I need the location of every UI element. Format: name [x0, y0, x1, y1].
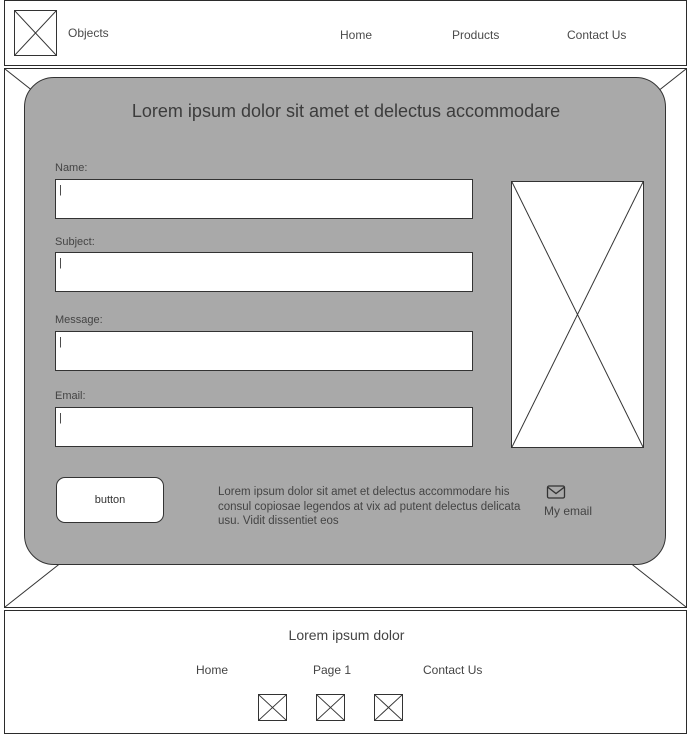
text-caret: |	[59, 336, 62, 348]
my-email-link[interactable]: My email	[544, 504, 593, 518]
contact-description: Lorem ipsum dolor sit amet et delectus accommodare his consul copiosae legendos at vix ad putent delectus delicata usu. Vidit dissentiet eos	[218, 486, 521, 527]
social-placeholder-icon[interactable]	[316, 694, 345, 721]
text-caret: |	[59, 412, 62, 424]
text-caret: |	[59, 184, 62, 196]
name-field[interactable]	[55, 179, 473, 219]
brand-name[interactable]: Objects	[68, 26, 109, 40]
footer	[4, 610, 687, 734]
footer-link-contact-us[interactable]: Contact Us	[423, 663, 483, 677]
social-placeholder-icon[interactable]	[258, 694, 287, 721]
nav-products[interactable]: Products	[452, 28, 500, 42]
header	[4, 0, 687, 66]
footer-link-home[interactable]: Home	[196, 663, 229, 677]
hero-section	[4, 68, 687, 608]
email-label: Email:	[55, 390, 86, 402]
social-placeholder-icon[interactable]	[374, 694, 403, 721]
message-field[interactable]	[55, 331, 473, 371]
contact-card	[24, 77, 666, 565]
nav-home[interactable]: Home	[340, 28, 373, 42]
text-caret: |	[59, 257, 62, 269]
footer-title: Lorem ipsum dolor	[288, 627, 405, 643]
nav-contact-us[interactable]: Contact Us	[567, 28, 627, 42]
image-placeholder-icon	[511, 181, 644, 448]
submit-button[interactable]: button	[56, 477, 164, 523]
subject-field[interactable]	[55, 252, 473, 292]
email-field[interactable]	[55, 407, 473, 447]
message-label: Message:	[55, 314, 103, 326]
footer-link-page-1[interactable]: Page 1	[313, 663, 352, 677]
contact-title: Lorem ipsum dolor sit amet et delectus accommodare	[131, 101, 561, 121]
logo-placeholder-icon[interactable]	[14, 10, 57, 56]
mail-icon[interactable]	[546, 484, 566, 500]
name-label: Name:	[55, 162, 88, 174]
subject-label: Subject:	[55, 236, 95, 248]
